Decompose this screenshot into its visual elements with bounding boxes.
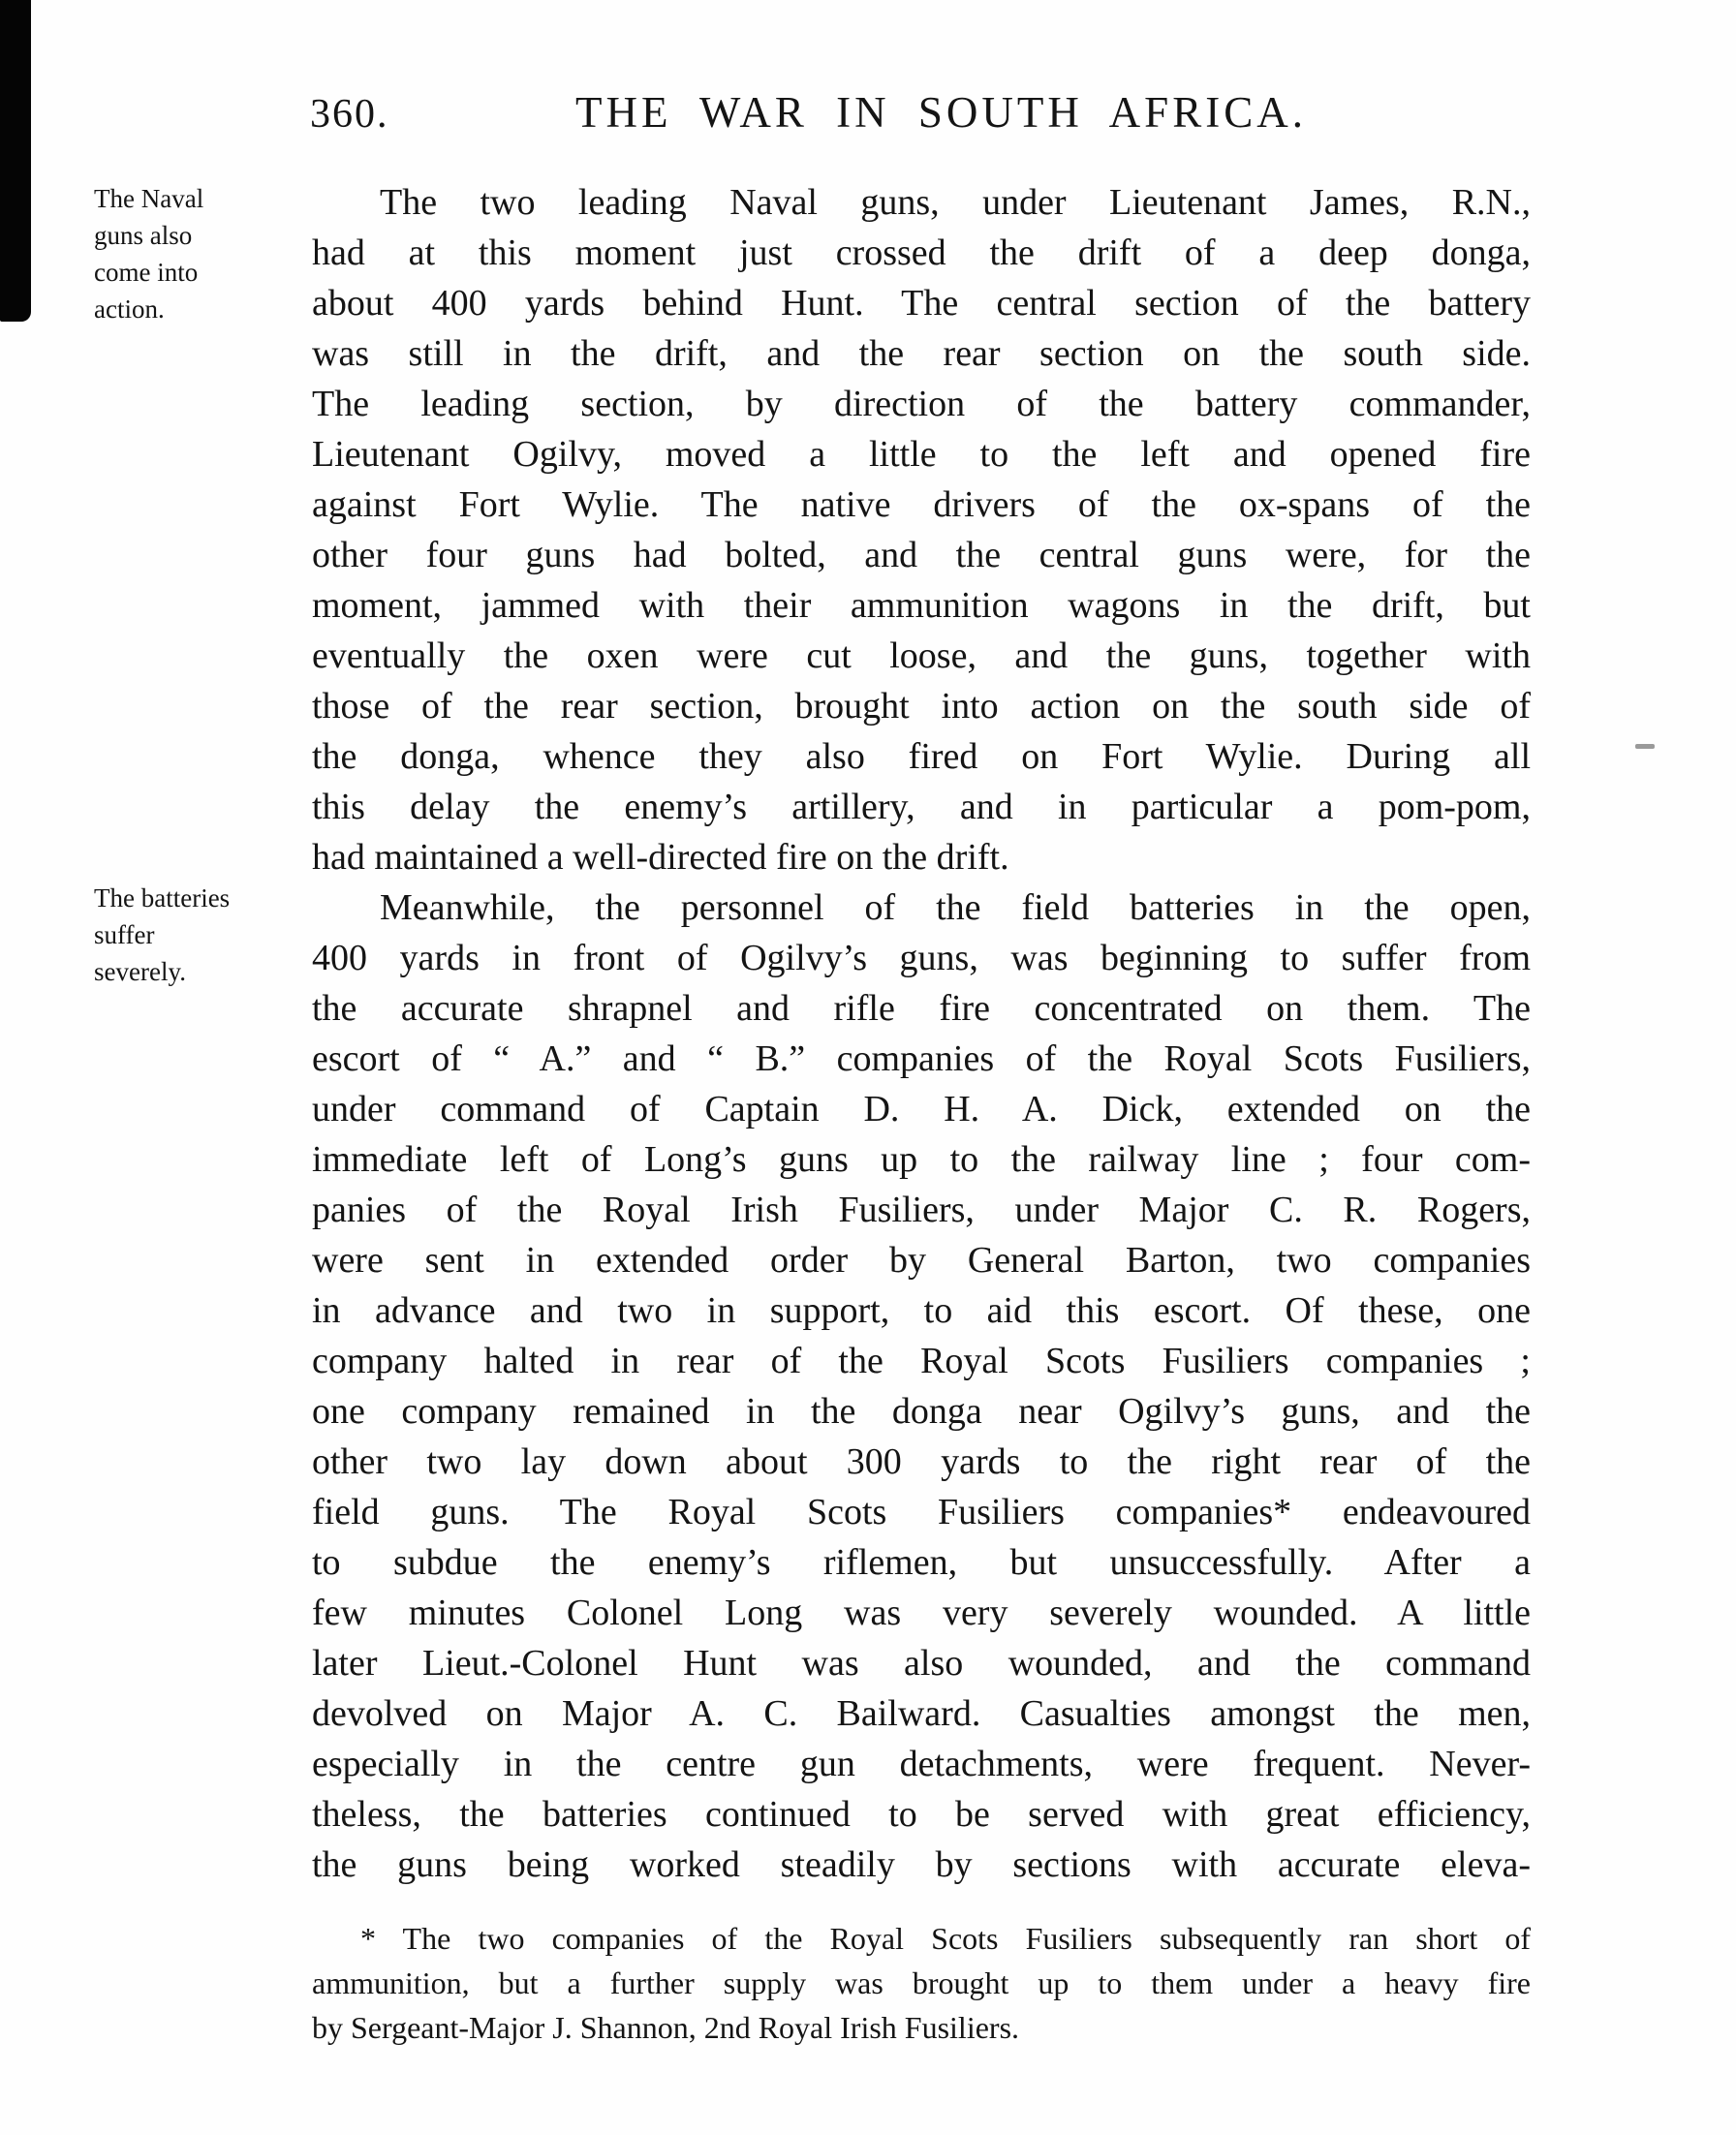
body-text-line: the accurate shrapnel and rifle fire concentrated on them. The <box>312 988 1531 1029</box>
body-text-line: this delay the enemy’s artillery, and in particular a pom-pom, <box>312 787 1531 827</box>
body-text-line: had at this moment just crossed the drift of a deep donga, <box>312 232 1531 273</box>
body-text-line: other two lay down about 300 yards to the right rear of the <box>312 1441 1531 1482</box>
margin-note-line: guns also <box>94 221 193 250</box>
body-text-line: one company remained in the donga near Ogilvy’s guns, and the <box>312 1391 1531 1432</box>
scan-speckle-artifact <box>1635 744 1655 749</box>
body-text-line: to subdue the enemy’s riflemen, but unsuccessfully. After a <box>312 1542 1531 1583</box>
body-text-line: were sent in extended order by General Barton, two companies <box>312 1240 1531 1281</box>
body-text-line: in advance and two in support, to aid this escort. Of these, one <box>312 1290 1531 1331</box>
body-text-line: The leading section, by direction of the battery commander, <box>312 384 1531 424</box>
body-text-line: the guns being worked steadily by sections with accurate eleva- <box>312 1844 1531 1885</box>
body-text-line: few minutes Colonel Long was very severely wounded. A little <box>312 1593 1531 1633</box>
body-text-line: immediate left of Long’s guns up to the railway line ; four com- <box>312 1139 1531 1180</box>
body-text-line: theless, the batteries continued to be served with great efficiency, <box>312 1794 1531 1835</box>
body-text-line: had maintained a well-directed fire on the drift. <box>312 837 1009 878</box>
body-text-line: other four guns had bolted, and the central guns were, for the <box>312 535 1531 575</box>
margin-note-line: come into <box>94 258 199 287</box>
body-text-line: field guns. The Royal Scots Fusiliers companies* endeavoured <box>312 1492 1531 1532</box>
body-text-line: the donga, whence they also fired on Fort Wylie. During all <box>312 736 1531 777</box>
paragraph-naval-guns <box>312 177 1531 882</box>
body-text-line: Lieutenant Ogilvy, moved a little to the left and opened fire <box>312 434 1531 475</box>
paragraph-batteries-suffer <box>312 882 1531 1890</box>
body-text-line: 400 yards in front of Ogilvy’s guns, was beginning to suffer from <box>312 938 1531 978</box>
margin-note-line: The Naval <box>94 184 204 213</box>
body-text-line: escort of “ A.” and “ B.” companies of the Royal Scots Fusiliers, <box>312 1038 1531 1079</box>
body-text-line: about 400 yards behind Hunt. The central section of the battery <box>312 283 1531 324</box>
body-text-line: especially in the centre gun detachments, were frequent. Never- <box>312 1744 1531 1784</box>
body-text-line: panies of the Royal Irish Fusiliers, under Major C. R. Rogers, <box>312 1190 1531 1230</box>
body-text-line: Meanwhile, the personnel of the field batteries in the open, <box>380 887 1531 928</box>
body-text-line: was still in the drift, and the rear section on the south side. <box>312 333 1531 374</box>
body-text-block <box>312 177 1531 1890</box>
margin-note-line: The batteries <box>94 883 231 913</box>
margin-note-batteries-suffer <box>94 880 302 990</box>
margin-note-line: action. <box>94 294 165 324</box>
footnote <box>312 1916 1531 2050</box>
footnote-line: ammunition, but a further supply was brought up to them under a heavy fire <box>312 1965 1531 2000</box>
running-header-title: THE WAR IN SOUTH AFRICA. <box>575 88 1307 137</box>
body-text-line: company halted in rear of the Royal Scots Fusiliers companies ; <box>312 1341 1531 1381</box>
body-text-line: later Lieut.-Colonel Hunt was also wounded, and the command <box>312 1643 1531 1684</box>
margin-note-naval-guns <box>94 180 302 327</box>
scan-edge-artifact <box>0 0 31 322</box>
body-text-line: eventually the oxen were cut loose, and the guns, together with <box>312 635 1531 676</box>
body-text-line: against Fort Wylie. The native drivers of the ox-spans of the <box>312 484 1531 525</box>
body-text-line: The two leading Naval guns, under Lieutenant James, R.N., <box>380 182 1531 223</box>
body-text-line: moment, jammed with their ammunition wagons in the drift, but <box>312 585 1531 626</box>
footnote-line: * The two companies of the Royal Scots Fusiliers subsequently ran short of <box>360 1921 1531 1956</box>
footnote-line: by Sergeant-Major J. Shannon, 2nd Royal Irish Fusiliers. <box>312 2010 1020 2045</box>
body-text-line: devolved on Major A. C. Bailward. Casualties amongst the men, <box>312 1693 1531 1734</box>
page-number: 360. <box>310 92 389 137</box>
body-text-line: under command of Captain D. H. A. Dick, extended on the <box>312 1089 1531 1129</box>
margin-note-line: suffer <box>94 920 155 949</box>
margin-note-line: severely. <box>94 957 186 986</box>
body-text-line: those of the rear section, brought into action on the south side of <box>312 686 1531 727</box>
